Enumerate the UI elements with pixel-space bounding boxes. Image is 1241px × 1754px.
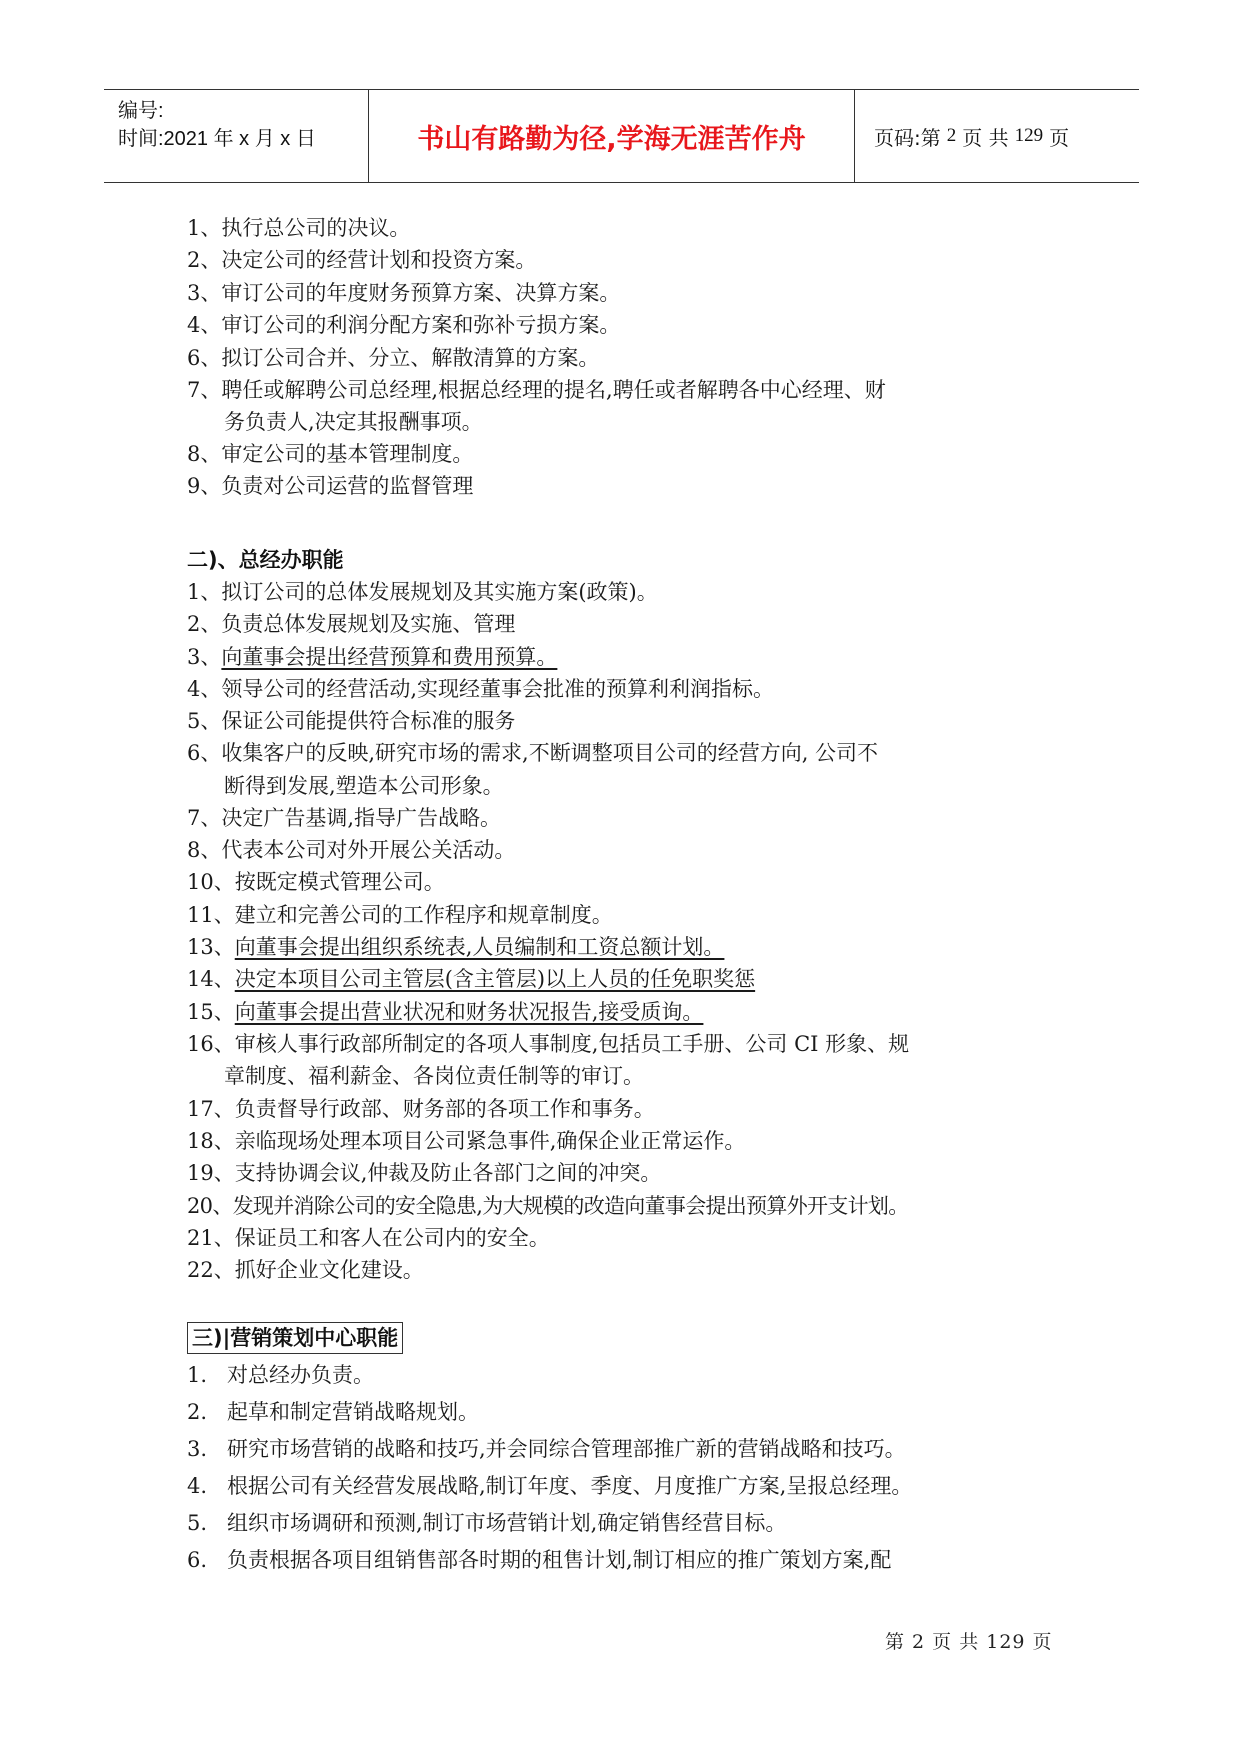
list-item — [187, 642, 557, 672]
item-text: 对总经办负责。 — [227, 1363, 374, 1387]
underlined-text: 向董事会提出经营预算和费用预算。 — [221, 645, 558, 669]
header-divider — [854, 90, 855, 182]
list-item: 20、发现并消除公司的安全隐患,为大规模的改造向董事会提出预算外开支计划。 — [187, 1194, 909, 1218]
list-item: 6、收集客户的反映,研究市场的需求,不断调整项目公司的经营方向, 公司不 — [187, 741, 879, 765]
list-item: 7、决定广告基调,指导广告战略。 — [187, 806, 502, 830]
list-item: 6、拟订公司合并、分立、解散清算的方案。 — [187, 346, 600, 370]
item-number: 3. — [187, 1437, 208, 1461]
list-item-continuation: 务负责人,决定其报酬事项。 — [224, 410, 483, 434]
list-item: 7、聘任或解聘公司总经理,根据总经理的提名,聘任或者解聘各中心经理、财 — [187, 378, 886, 402]
list-item: 3、审订公司的年度财务预算方案、决算方案。 — [187, 281, 621, 305]
list-item: 17、负责督导行政部、财务部的各项工作和事务。 — [187, 1097, 655, 1121]
list-item: 19、支持协调会议,仲裁及防止各部门之间的冲突。 — [187, 1161, 662, 1185]
list-item: 5、保证公司能提供符合标准的服务 — [187, 709, 516, 733]
page-prefix: 页码:第 — [874, 125, 941, 150]
page-footer: 第 2 页 共 129 页 — [885, 1631, 1053, 1653]
list-item: 4、审订公司的利润分配方案和弥补亏损方案。 — [187, 313, 621, 337]
list-item: 11、建立和完善公司的工作程序和规章制度。 — [187, 903, 613, 927]
list-item: 2、决定公司的经营计划和投资方案。 — [187, 248, 537, 272]
section-heading-boxed: 三)|营销策划中心职能 — [187, 1322, 403, 1354]
page-number: 2 — [946, 125, 957, 146]
list-item: 16、审核人事行政部所制定的各项人事制度,包括员工手册、公司 CI 形象、规 — [187, 1032, 910, 1056]
item-text: 组织市场调研和预测,制订市场营销计划,确定销售经营目标。 — [227, 1511, 787, 1535]
item-text: 研究市场营销的战略和技巧,并会同综合管理部推广新的营销战略和技巧。 — [227, 1437, 906, 1461]
page-suffix: 页 — [1049, 125, 1070, 150]
item-number: 13、 — [187, 935, 235, 959]
list-item — [187, 1545, 891, 1575]
item-number: 6. — [187, 1548, 208, 1572]
list-item: 18、亲临现场处理本项目公司紧急事件,确保企业正常运作。 — [187, 1129, 746, 1153]
page-mid: 页 共 — [962, 125, 1009, 150]
list-item: 22、抓好企业文化建设。 — [187, 1258, 424, 1282]
time-label: 时间:2021 年 x 月 x 日 — [118, 128, 316, 150]
list-item: 1、执行总公司的决议。 — [187, 216, 411, 240]
list-item — [187, 1508, 786, 1538]
list-item: 1、拟订公司的总体发展规划及其实施方案(政策)。 — [187, 580, 658, 604]
section-heading: 二)、总经办职能 — [187, 548, 344, 572]
item-text: 根据公司有关经营发展战略,制订年度、季度、月度推广方案,呈报总经理。 — [227, 1474, 913, 1498]
underlined-text: 决定本项目公司主管层(含主管层)以上人员的任免职奖惩 — [234, 967, 756, 991]
underlined-text: 向董事会提出组织系统表,人员编制和工资总额计划。 — [234, 935, 725, 959]
header-page-info — [864, 90, 1139, 182]
header-meta — [118, 90, 368, 182]
item-text: 负责根据各项目组销售部各时期的租售计划,制订相应的推广策划方案,配 — [227, 1548, 892, 1572]
list-item: 2、负责总体发展规划及实施、管理 — [187, 612, 516, 636]
list-item-continuation: 断得到发展,塑造本公司形象。 — [224, 774, 504, 798]
list-item — [187, 997, 703, 1027]
list-item — [187, 1434, 906, 1464]
item-number: 4. — [187, 1474, 208, 1498]
list-item — [187, 964, 755, 994]
list-item: 21、保证员工和客人在公司内的安全。 — [187, 1226, 550, 1250]
list-item: 4、领导公司的经营活动,实现经董事会批准的预算利利润指标。 — [187, 677, 775, 701]
list-item — [187, 1397, 479, 1427]
item-number: 14、 — [187, 967, 235, 991]
item-number: 1. — [187, 1363, 208, 1387]
serial-label: 编号: — [118, 100, 164, 122]
item-number: 2. — [187, 1400, 208, 1424]
item-number: 5. — [187, 1511, 208, 1535]
item-text: 起草和制定营销战略规划。 — [227, 1400, 479, 1424]
list-item — [187, 932, 724, 962]
item-number: 15、 — [187, 1000, 235, 1024]
list-item — [187, 1360, 374, 1390]
list-item: 8、代表本公司对外开展公关活动。 — [187, 838, 516, 862]
list-item: 8、审定公司的基本管理制度。 — [187, 442, 474, 466]
page-header — [104, 89, 1139, 183]
list-item: 9、负责对公司运营的监督管理 — [187, 474, 474, 498]
list-item — [187, 1471, 912, 1501]
header-slogan: 书山有路勤为径,学海无涯苦作舟 — [417, 123, 806, 155]
underlined-text: 向董事会提出营业状况和财务状况报告,接受质询。 — [234, 1000, 704, 1024]
page-total: 129 — [1014, 125, 1044, 146]
list-item: 10、按既定模式管理公司。 — [187, 870, 445, 894]
item-number: 3、 — [187, 645, 222, 669]
list-item-continuation: 章制度、福利薪金、各岗位责任制等的审订。 — [224, 1064, 644, 1088]
